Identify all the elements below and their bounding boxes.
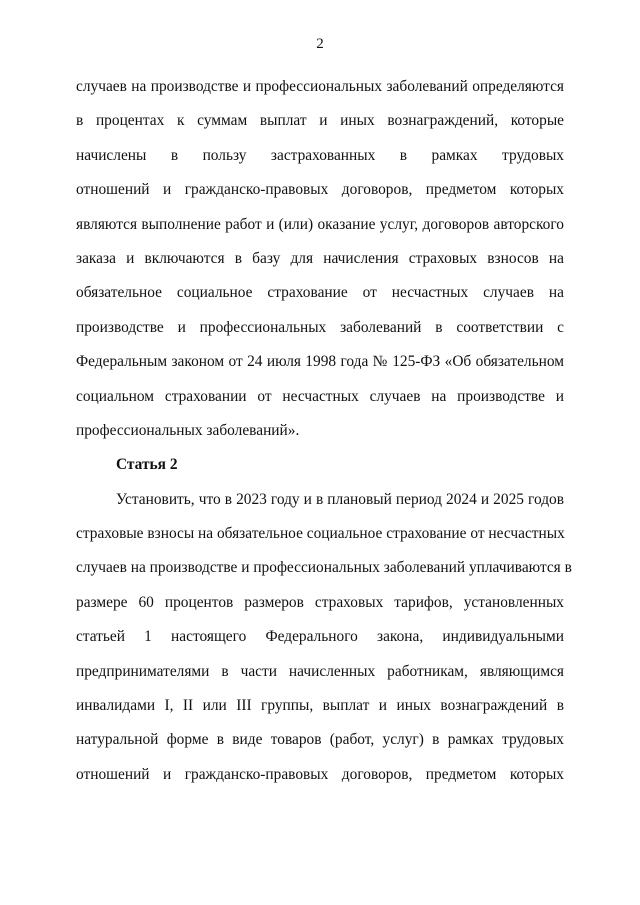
text-line: инвалидами I, II или III группы, выплат и иных вознаграждений в bbox=[76, 697, 564, 715]
document-body bbox=[76, 70, 572, 792]
article-heading: Статья 2 bbox=[116, 456, 178, 474]
paragraph-continuation bbox=[76, 70, 564, 448]
text-line: случаев на производстве и профессиональных заболеваний уплачиваются в bbox=[76, 559, 572, 577]
text-line: отношений и гражданско-правовых договоров, предметом которых bbox=[76, 181, 564, 199]
text-line: являются выполнение работ и (или) оказание услуг, договоров авторского bbox=[76, 215, 564, 233]
text-line: обязательное социальное страхование от несчастных случаев на bbox=[76, 284, 564, 302]
text-line: статьей 1 настоящего Федерального закона, индивидуальными bbox=[76, 628, 564, 646]
text-line: профессиональных заболеваний». bbox=[76, 421, 300, 439]
text-line: случаев на производстве и профессиональных заболеваний определяются bbox=[76, 78, 564, 95]
text-line: заказа и включаются в базу для начисления страховых взносов на bbox=[76, 249, 564, 267]
page-number: 2 bbox=[316, 36, 324, 52]
text-line: Федеральным законом от 24 июля 1998 года № 125-ФЗ «Об обязательном bbox=[76, 353, 564, 371]
text-line: Установить, что в 2023 году и в плановый период 2024 и 2025 годов bbox=[116, 490, 564, 508]
text-line: размере 60 процентов размеров страховых тарифов, установленных bbox=[76, 593, 564, 611]
text-line: в процентах к суммам выплат и иных вознаграждений, которые bbox=[76, 112, 564, 130]
text-line: страховые взносы на обязательное социальное страхование от несчастных bbox=[76, 525, 565, 543]
text-line: отношений и гражданско-правовых договоров, предметом которых bbox=[76, 765, 564, 783]
text-line: предпринимателями в части начисленных работникам, являющимся bbox=[76, 662, 564, 680]
text-line: натуральной форме в виде товаров (работ, услуг) в рамках трудовых bbox=[76, 731, 564, 749]
text-line: производстве и профессиональных заболеваний в соответствии с bbox=[76, 318, 564, 336]
text-line: начислены в пользу застрахованных в рамках трудовых bbox=[76, 146, 564, 164]
text-line: социальном страховании от несчастных случаев на производстве и bbox=[76, 387, 564, 405]
article-2-paragraph bbox=[76, 483, 572, 793]
